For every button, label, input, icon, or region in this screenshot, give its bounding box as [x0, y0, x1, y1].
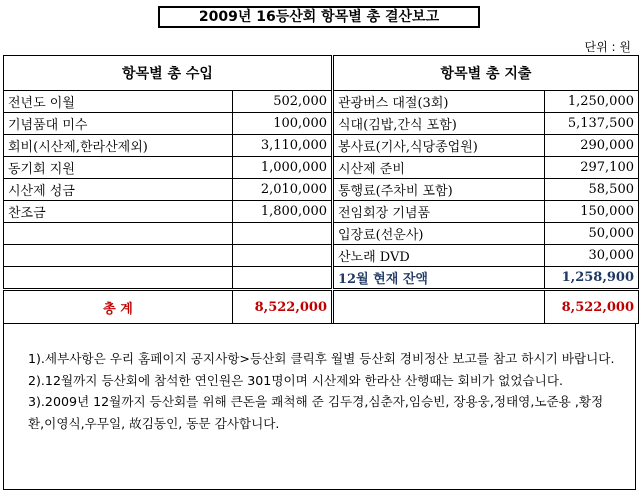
income-row — [4, 267, 332, 290]
report-title: 2009년 16등산회 항목별 총 결산보고 — [158, 6, 480, 28]
expense-amount: 1,250,000 — [545, 91, 639, 113]
expense-amount: 290,000 — [545, 135, 639, 157]
expense-item: 봉사료(기사,식당종업원) — [334, 135, 545, 157]
expense-header: 항목별 총 지출 — [334, 56, 639, 91]
expense-amount: 1,258,900 — [545, 267, 639, 290]
income-header: 항목별 총 수입 — [4, 56, 332, 91]
income-amount: 502,000 — [233, 91, 332, 113]
income-amount — [233, 223, 332, 245]
expense-table — [333, 55, 639, 324]
income-item — [4, 223, 233, 245]
income-item: 동기회 지원 — [4, 157, 233, 179]
income-row — [4, 223, 332, 245]
income-amount: 3,110,000 — [233, 135, 332, 157]
income-row — [4, 245, 332, 267]
expense-row — [334, 223, 639, 245]
expense-item: 식대(김밥,간식 포함) — [334, 113, 545, 135]
expense-item: 관광버스 대절(3회) — [334, 91, 545, 113]
expense-amount: 297,100 — [545, 157, 639, 179]
income-row — [4, 201, 332, 223]
expense-item: 시산제 준비 — [334, 157, 545, 179]
income-row — [4, 113, 332, 135]
expense-item: 전임회장 기념품 — [334, 201, 545, 223]
income-amount: 100,000 — [233, 113, 332, 135]
expense-item: 산노래 DVD — [334, 245, 545, 267]
expense-row — [334, 135, 639, 157]
income-item: 회비(시산제,한라산제외) — [4, 135, 233, 157]
expense-row — [334, 91, 639, 113]
notes-box — [3, 323, 636, 490]
income-item: 전년도 이월 — [4, 91, 233, 113]
expense-row — [334, 157, 639, 179]
expense-total: 8,522,000 — [545, 290, 639, 324]
income-amount — [233, 267, 332, 290]
expense-amount: 58,500 — [545, 179, 639, 201]
expense-amount: 150,000 — [545, 201, 639, 223]
income-row — [4, 135, 332, 157]
income-table — [3, 55, 332, 324]
expense-item: 12월 현재 잔액 — [334, 267, 545, 290]
expense-amount: 50,000 — [545, 223, 639, 245]
expense-item: 통행료(주차비 포함) — [334, 179, 545, 201]
note-1: 1).세부사항은 우리 홈페이지 공지사항>등산회 클릭후 월별 등산회 경비정산 보고를 참고 하시기 바랍니다. — [28, 351, 615, 366]
expense-row — [334, 201, 639, 223]
expense-row — [334, 245, 639, 267]
expense-item: 입장료(선운사) — [334, 223, 545, 245]
income-row — [4, 179, 332, 201]
income-total-label: 총 계 — [4, 290, 233, 324]
expense-row — [334, 179, 639, 201]
income-amount — [233, 245, 332, 267]
income-item — [4, 245, 233, 267]
income-item: 시산제 성금 — [4, 179, 233, 201]
unit-label: 단위 : 원 — [584, 40, 631, 54]
income-item: 기념품대 미수 — [4, 113, 233, 135]
income-row — [4, 91, 332, 113]
expense-row — [334, 267, 639, 290]
income-total: 8,522,000 — [233, 290, 332, 324]
income-row — [4, 157, 332, 179]
income-amount: 2,010,000 — [233, 179, 332, 201]
expense-total-label — [334, 290, 545, 324]
income-item: 찬조금 — [4, 201, 233, 223]
note-2: 2).12월까지 등산회에 참석한 연인원은 301명이며 시산제와 한라산 산행때는 회비가 없었습니다. — [28, 372, 563, 388]
expense-amount: 30,000 — [545, 245, 639, 267]
note-3: 3).2009년 12월까지 등산회를 위해 큰돈을 쾌척해 준 김두경,심춘자,임승빈, 장용웅,정태영,노준용 ,황정환,이영식,우무일, 故김동인, 동문 감사합니다. — [28, 394, 604, 431]
expense-amount: 5,137,500 — [545, 113, 639, 135]
income-amount: 1,000,000 — [233, 157, 332, 179]
income-amount: 1,800,000 — [233, 201, 332, 223]
income-item — [4, 267, 233, 290]
expense-row — [334, 113, 639, 135]
